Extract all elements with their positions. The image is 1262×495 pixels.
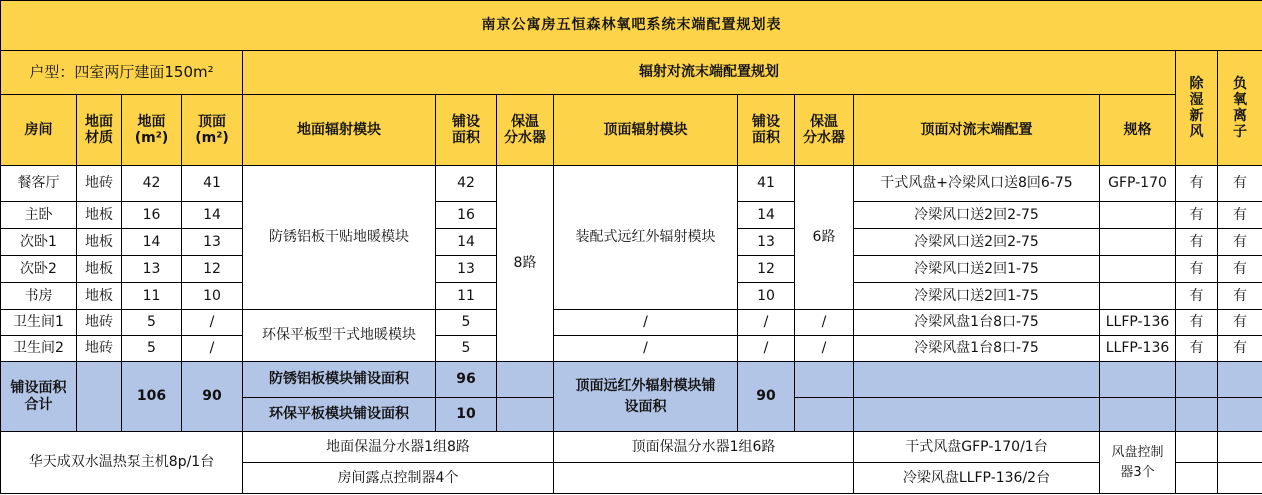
summary-blank-dehum-b bbox=[1176, 398, 1218, 432]
row-convection: 干式风盘+冷梁风口送8回6-75 bbox=[854, 166, 1100, 202]
floor-module-aluminum: 防锈铝板干贴地暖模块 bbox=[243, 166, 436, 310]
row-ion: 有 bbox=[1218, 229, 1262, 256]
footer-dry-fan: 干式风盘GFP-170/1台 bbox=[854, 432, 1100, 463]
row-ceiling-module: / bbox=[554, 310, 738, 336]
row-room: 卫生间2 bbox=[1, 336, 77, 362]
row-lay-area-2: / bbox=[738, 310, 795, 336]
summary-blank-manifold-2b bbox=[795, 398, 854, 432]
summary-blank-convection-b bbox=[854, 398, 1100, 432]
row-ion: 有 bbox=[1218, 202, 1262, 229]
row-room: 次卧2 bbox=[1, 256, 77, 283]
summary-label: 铺设面积 合计 bbox=[1, 362, 77, 432]
row-floor-area: 5 bbox=[122, 310, 182, 336]
row-floor-area: 14 bbox=[122, 229, 182, 256]
row-convection: 冷梁风口送2回2-75 bbox=[854, 202, 1100, 229]
summary-flat-label: 环保平板模块铺设面积 bbox=[243, 398, 436, 432]
header-floor-area: 地面 (m²) bbox=[122, 95, 182, 166]
footer-blank-ion bbox=[1218, 432, 1262, 463]
row-lay-area-1: 42 bbox=[436, 166, 497, 202]
row-dehum: 有 bbox=[1176, 310, 1218, 336]
row-ion: 有 bbox=[1218, 310, 1262, 336]
row-lay-area-2: / bbox=[738, 336, 795, 362]
row-spec bbox=[1100, 283, 1176, 310]
summary-blank-ion bbox=[1218, 362, 1262, 398]
row-floor-area: 5 bbox=[122, 336, 182, 362]
row-material: 地砖 bbox=[77, 166, 122, 202]
row-spec: GFP-170 bbox=[1100, 166, 1176, 202]
footer-blank-ion-b bbox=[1218, 463, 1262, 494]
summary-blank-spec-b bbox=[1100, 398, 1176, 432]
header-lay-area-2: 铺设 面积 bbox=[738, 95, 795, 166]
row-manifold-2: / bbox=[795, 336, 854, 362]
header-ceiling-area: 顶面 (m²) bbox=[182, 95, 243, 166]
row-ceiling-module: / bbox=[554, 336, 738, 362]
row-ceiling-area: / bbox=[182, 310, 243, 336]
row-ceiling-area: / bbox=[182, 336, 243, 362]
row-floor-area: 13 bbox=[122, 256, 182, 283]
row-lay-area-2: 14 bbox=[738, 202, 795, 229]
footer-blank-dehum-b bbox=[1176, 463, 1218, 494]
header-dehum: 除 湿 新 风 bbox=[1176, 51, 1218, 166]
row-floor-area: 11 bbox=[122, 283, 182, 310]
header-lay-area-1: 铺设 面积 bbox=[436, 95, 497, 166]
row-ceiling-area: 13 bbox=[182, 229, 243, 256]
header-spec: 规格 bbox=[1100, 95, 1176, 166]
summary-blank-material bbox=[77, 362, 122, 432]
row-ion: 有 bbox=[1218, 336, 1262, 362]
footer-floor-manifold: 地面保温分水器1组8路 bbox=[243, 432, 554, 463]
footer-dew-controller: 房间露点控制器4个 bbox=[243, 463, 554, 494]
row-lay-area-1: 16 bbox=[436, 202, 497, 229]
row-floor-area: 42 bbox=[122, 166, 182, 202]
row-material: 地砖 bbox=[77, 336, 122, 362]
summary-blank-manifold-1b bbox=[497, 398, 554, 432]
summary-floor-total: 106 bbox=[122, 362, 182, 432]
summary-ceiling-total: 90 bbox=[182, 362, 243, 432]
summary-flat-value: 10 bbox=[436, 398, 497, 432]
summary-blank-spec bbox=[1100, 362, 1176, 398]
footer-host: 华天成双水温热泵主机8p/1台 bbox=[1, 432, 243, 494]
header-ceiling-convection: 顶面对流末端配置 bbox=[854, 95, 1100, 166]
row-room: 卫生间1 bbox=[1, 310, 77, 336]
row-room: 餐客厅 bbox=[1, 166, 77, 202]
header-ceiling-module: 顶面辐射模块 bbox=[554, 95, 738, 166]
row-material: 地砖 bbox=[77, 310, 122, 336]
row-spec bbox=[1100, 229, 1176, 256]
section-title: 辐射对流末端配置规划 bbox=[243, 51, 1176, 95]
row-ceiling-area: 12 bbox=[182, 256, 243, 283]
summary-blank-dehum bbox=[1176, 362, 1218, 398]
row-lay-area-1: 13 bbox=[436, 256, 497, 283]
row-convection: 冷梁风口送2回1-75 bbox=[854, 256, 1100, 283]
row-dehum: 有 bbox=[1176, 166, 1218, 202]
row-convection: 冷梁风口送2回2-75 bbox=[854, 229, 1100, 256]
header-floor-material: 地面 材质 bbox=[77, 95, 122, 166]
row-dehum: 有 bbox=[1176, 256, 1218, 283]
summary-blank-manifold-1 bbox=[497, 362, 554, 398]
row-material: 地板 bbox=[77, 202, 122, 229]
header-room: 房间 bbox=[1, 95, 77, 166]
row-material: 地板 bbox=[77, 283, 122, 310]
row-ceiling-area: 41 bbox=[182, 166, 243, 202]
row-room: 书房 bbox=[1, 283, 77, 310]
row-dehum: 有 bbox=[1176, 336, 1218, 362]
sheet-title: 南京公寓房五恒森林氧吧系统末端配置规划表 bbox=[1, 1, 1262, 51]
row-lay-area-1: 14 bbox=[436, 229, 497, 256]
footer-fan-controller: 风盘控制 器3个 bbox=[1100, 432, 1176, 494]
row-spec bbox=[1100, 256, 1176, 283]
row-lay-area-2: 41 bbox=[738, 166, 795, 202]
row-lay-area-1: 5 bbox=[436, 310, 497, 336]
row-ceiling-area: 14 bbox=[182, 202, 243, 229]
row-spec: LLFP-136 bbox=[1100, 336, 1176, 362]
ceiling-module-infrared: 装配式远红外辐射模块 bbox=[554, 166, 738, 310]
summary-aluminum-label: 防锈铝板模块铺设面积 bbox=[243, 362, 436, 398]
row-material: 地板 bbox=[77, 256, 122, 283]
footer-blank-dehum bbox=[1176, 432, 1218, 463]
row-lay-area-2: 10 bbox=[738, 283, 795, 310]
row-ion: 有 bbox=[1218, 283, 1262, 310]
header-neg-ion: 负 氧 离 子 bbox=[1218, 51, 1262, 166]
summary-ceiling-value: 90 bbox=[738, 362, 795, 432]
row-lay-area-2: 13 bbox=[738, 229, 795, 256]
row-room: 主卧 bbox=[1, 202, 77, 229]
row-lay-area-2: 12 bbox=[738, 256, 795, 283]
summary-blank-convection bbox=[854, 362, 1100, 398]
summary-blank-manifold-2 bbox=[795, 362, 854, 398]
row-convection: 冷梁风盘1台8口-75 bbox=[854, 310, 1100, 336]
row-floor-area: 16 bbox=[122, 202, 182, 229]
footer-cool-fan: 冷梁风盘LLFP-136/2台 bbox=[854, 463, 1100, 494]
row-lay-area-1: 5 bbox=[436, 336, 497, 362]
row-ion: 有 bbox=[1218, 256, 1262, 283]
footer-blank-ceiling bbox=[554, 463, 854, 494]
row-lay-area-1: 11 bbox=[436, 283, 497, 310]
row-manifold-2: / bbox=[795, 310, 854, 336]
row-ion: 有 bbox=[1218, 166, 1262, 202]
header-manifold-1: 保温 分水器 bbox=[497, 95, 554, 166]
footer-ceiling-manifold: 顶面保温分水器1组6路 bbox=[554, 432, 854, 463]
row-convection: 冷梁风盘1台8口-75 bbox=[854, 336, 1100, 362]
row-dehum: 有 bbox=[1176, 229, 1218, 256]
floor-module-flat: 环保平板型干式地暖模块 bbox=[243, 310, 436, 362]
row-spec bbox=[1100, 202, 1176, 229]
manifold-2-count: 6路 bbox=[795, 166, 854, 310]
row-dehum: 有 bbox=[1176, 202, 1218, 229]
unit-type: 户型：四室两厅建面150m² bbox=[1, 51, 243, 95]
header-manifold-2: 保温 分水器 bbox=[795, 95, 854, 166]
manifold-1-count: 8路 bbox=[497, 166, 554, 362]
header-floor-module: 地面辐射模块 bbox=[243, 95, 436, 166]
summary-aluminum-value: 96 bbox=[436, 362, 497, 398]
summary-blank-ion-b bbox=[1218, 398, 1262, 432]
row-convection: 冷梁风口送2回1-75 bbox=[854, 283, 1100, 310]
row-material: 地板 bbox=[77, 229, 122, 256]
row-spec: LLFP-136 bbox=[1100, 310, 1176, 336]
row-room: 次卧1 bbox=[1, 229, 77, 256]
row-dehum: 有 bbox=[1176, 283, 1218, 310]
summary-ceiling-label: 顶面远红外辐射模块铺 设面积 bbox=[554, 362, 738, 432]
row-ceiling-area: 10 bbox=[182, 283, 243, 310]
